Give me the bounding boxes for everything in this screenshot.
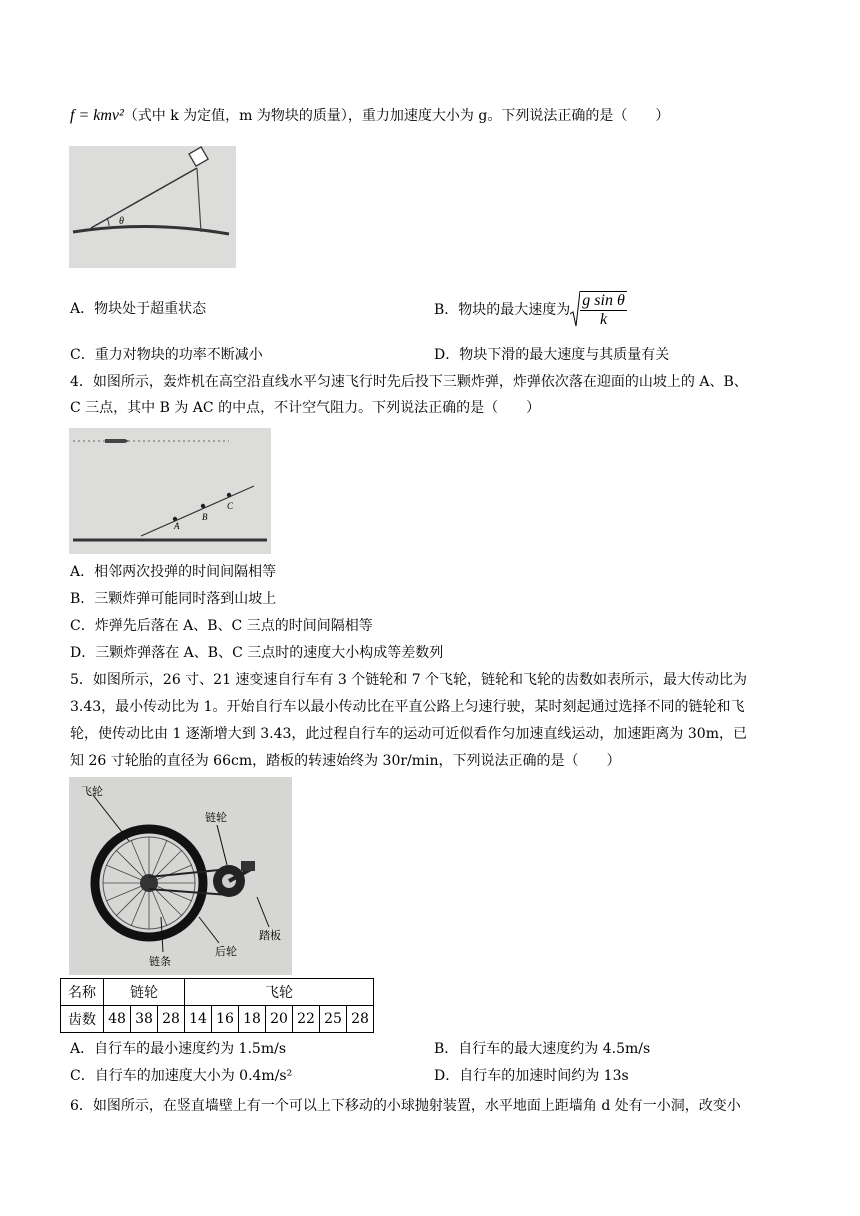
header-chainring: 链轮	[104, 979, 185, 1006]
q5-option-b: B．自行车的最大速度约为 4.5m/s	[434, 1041, 651, 1057]
flywheel-teeth-1: 14	[185, 1006, 212, 1033]
flywheel-teeth-6: 25	[320, 1006, 347, 1033]
q5-stem-line-3: 轮，使传动比由 1 逐渐增大到 3.43，此过程自行车的运动可近似看作匀加速直线运动，加速距离为 30m，已	[70, 726, 747, 742]
q5-stem-line-1: 5．如图所示，26 寸、21 速变速自行车有 3 个链轮和 7 个飞轮，链轮和飞轮的齿数如表所示，最大传动比为	[70, 672, 748, 688]
q3-stem	[70, 106, 669, 126]
q3-incline-figure	[69, 146, 236, 268]
q4-bomber-figure	[69, 428, 271, 554]
q3-option-b	[434, 290, 627, 330]
q6-stem-line-1: 6．如图所示，在竖直墙壁上有一个可以上下移动的小球抛射装置，水平地面上距墙角 d 处有一小洞，改变小	[70, 1098, 741, 1114]
flywheel-teeth-4: 20	[266, 1006, 293, 1033]
q5-bicycle-figure	[69, 777, 292, 975]
table-row	[61, 1006, 374, 1033]
point-b-label: B	[202, 512, 208, 522]
flywheel-label: 飞轮	[81, 785, 103, 798]
flywheel-teeth-5: 22	[293, 1006, 320, 1033]
rear-wheel-label: 后轮	[215, 945, 237, 958]
q3-formula: f = kmv²	[70, 107, 124, 124]
q3-option-a: A．物块处于超重状态	[70, 301, 207, 317]
q5-option-a: A．自行车的最小速度约为 1.5m/s	[70, 1041, 287, 1057]
q5-stem-line-4: 知 26 寸轮胎的直径为 66cm，踏板的转速始终为 30r/min，下列说法正确的是（ ）	[70, 753, 621, 769]
q3-option-d: D．物块下滑的最大速度与其质量有关	[434, 347, 670, 363]
header-flywheel: 飞轮	[185, 979, 374, 1006]
sqrt-numerator: g sin θ	[582, 291, 625, 309]
q5-option-d: D．自行车的加速时间约为 13s	[434, 1068, 629, 1084]
plane-icon	[105, 439, 129, 443]
point-a-label: A	[174, 521, 180, 531]
chainring-teeth-2: 38	[131, 1006, 158, 1033]
flywheel-teeth-7: 28	[347, 1006, 374, 1033]
q3-stem-text: （式中 k 为定值，m 为物块的质量），重力加速度大小为 g。下列说法正确的是（ ）	[123, 108, 670, 124]
sqrt-expression	[570, 290, 627, 330]
chainring-teeth-1: 48	[104, 1006, 131, 1033]
q4-option-b: B．三颗炸弹可能同时落到山坡上	[70, 591, 277, 607]
q4-option-c: C．炸弹先后落在 A、B、C 三点的时间间隔相等	[70, 618, 373, 634]
chainring-teeth-3: 28	[158, 1006, 185, 1033]
point-c-label: C	[227, 501, 234, 511]
sqrt-denominator: k	[600, 310, 608, 328]
q4-option-d: D．三颗炸弹落在 A、B、C 三点时的速度大小构成等差数列	[70, 645, 444, 661]
q4-option-a: A．相邻两次投弹的时间间隔相等	[70, 564, 277, 580]
pedal-label: 踏板	[259, 929, 281, 942]
theta-label: θ	[119, 216, 124, 227]
flywheel-teeth-3: 18	[239, 1006, 266, 1033]
row-label-teeth: 齿数	[61, 1006, 104, 1033]
q5-stem-line-2: 3.43，最小传动比为 1。开始自行车以最小传动比在平直公路上匀速行驶，某时刻起通过选择不同的链轮和飞	[70, 699, 745, 715]
q5-option-c: C．自行车的加速度大小为 0.4m/s²	[70, 1068, 293, 1084]
q3-option-c: C．重力对物块的功率不断减小	[70, 347, 263, 363]
chain-label: 链条	[149, 955, 171, 968]
gear-teeth-table	[60, 978, 374, 1033]
q4-stem-line-2: C 三点，其中 B 为 AC 的中点，不计空气阻力。下列说法正确的是（ ）	[70, 400, 541, 416]
q3-option-b-label: B．物块的最大速度为	[434, 302, 571, 318]
q4-stem-line-1: 4．如图所示，轰炸机在高空沿直线水平匀速飞行时先后投下三颗炸弹，炸弹依次落在迎面的山坡上的 A、B、	[70, 374, 748, 390]
chainring-label: 链轮	[205, 811, 227, 824]
header-name: 名称	[61, 979, 104, 1006]
table-header-row	[61, 979, 374, 1006]
flywheel-teeth-2: 16	[212, 1006, 239, 1033]
